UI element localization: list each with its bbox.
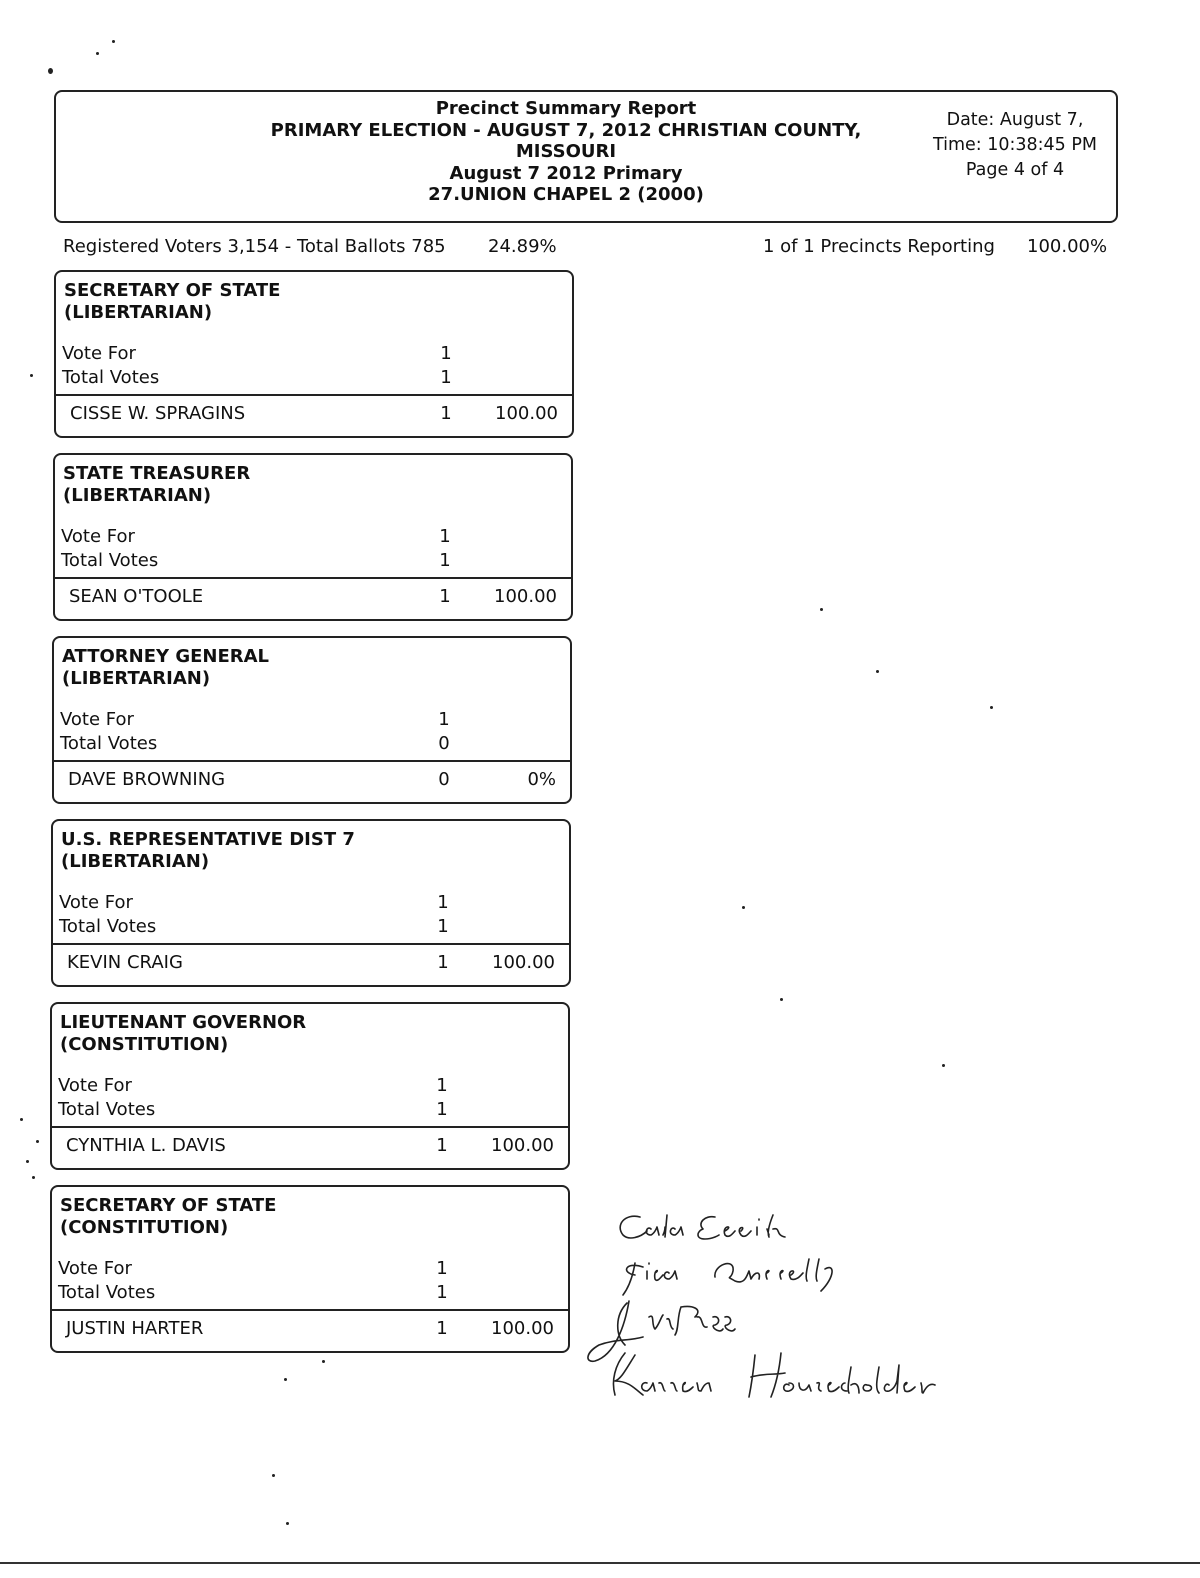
divider (54, 760, 570, 762)
scan-speck (36, 1140, 39, 1143)
divider (52, 1126, 568, 1128)
page-bottom-edge (0, 1562, 1200, 1564)
total-votes-label: Total Votes (58, 1282, 156, 1303)
candidate-row (56, 402, 572, 426)
vote-for-label: Vote For (62, 343, 136, 364)
candidate-percent: 0% (527, 769, 556, 790)
contest-box (52, 636, 572, 804)
scan-speck (820, 608, 823, 611)
total-votes-value: 1 (439, 550, 451, 571)
candidate-percent: 100.00 (491, 1318, 554, 1339)
candidate-row (52, 1317, 568, 1341)
vote-for-row (59, 891, 569, 915)
contest-office: SECRETARY OF STATE (60, 1195, 277, 1216)
vote-for-label: Vote For (58, 1258, 132, 1279)
vote-for-value: 1 (440, 343, 452, 364)
scan-speck (48, 68, 53, 74)
report-header (54, 90, 1118, 223)
total-votes-label: Total Votes (61, 550, 159, 571)
total-votes-value: 1 (440, 367, 452, 388)
contest-title (60, 1195, 276, 1239)
vote-for-row (60, 708, 570, 732)
contest-title (61, 829, 355, 873)
contest-title (64, 280, 280, 324)
vote-for-label: Vote For (61, 526, 135, 547)
contest-office: SECRETARY OF STATE (64, 280, 281, 301)
candidate-row (54, 768, 570, 792)
contest-office: STATE TREASURER (63, 463, 251, 484)
candidate-name: KEVIN CRAIG (67, 952, 183, 973)
candidate-percent: 100.00 (494, 586, 557, 607)
divider (53, 943, 569, 945)
scan-speck (26, 1160, 29, 1163)
candidate-name: SEAN O'TOOLE (69, 586, 204, 607)
page-number: Page 4 of 4 (965, 160, 1065, 180)
total-votes-value: 1 (436, 1099, 448, 1120)
turnout-percent: 24.89% (488, 236, 557, 257)
precinct-name: 27.UNION CHAPEL 2 (2000) (428, 184, 704, 205)
handwritten-signatures (585, 1205, 985, 1405)
candidate-name: CISSE W. SPRAGINS (70, 403, 246, 424)
contest-party: (LIBERTARIAN) (64, 302, 213, 323)
scan-speck (112, 40, 115, 43)
contest-box (51, 819, 571, 987)
scan-speck (96, 52, 99, 55)
candidate-votes: 1 (439, 586, 451, 607)
contest-box (50, 1185, 570, 1353)
vote-for-value: 1 (437, 892, 449, 913)
vote-for-value: 1 (436, 1075, 448, 1096)
election-name-line2: MISSOURI (515, 141, 617, 162)
divider (52, 1309, 568, 1311)
total-votes-label: Total Votes (62, 367, 160, 388)
scan-speck (284, 1378, 287, 1381)
vote-for-value: 1 (438, 709, 450, 730)
total-votes-row (58, 1098, 568, 1122)
contest-party: (CONSTITUTION) (60, 1217, 229, 1238)
total-votes-value: 1 (436, 1282, 448, 1303)
vote-for-label: Vote For (60, 709, 134, 730)
candidate-percent: 100.00 (492, 952, 555, 973)
total-votes-label: Total Votes (59, 916, 157, 937)
scan-speck (30, 374, 33, 377)
candidate-votes: 1 (440, 403, 452, 424)
candidate-percent: 100.00 (495, 403, 558, 424)
candidate-votes: 1 (436, 1318, 448, 1339)
total-votes-row (61, 549, 571, 573)
candidate-name: JUSTIN HARTER (66, 1318, 204, 1339)
vote-for-label: Vote For (59, 892, 133, 913)
contest-party: (LIBERTARIAN) (61, 851, 210, 872)
scan-speck (990, 706, 993, 709)
scan-speck (322, 1360, 325, 1363)
scan-speck (20, 1118, 23, 1121)
contest-box (53, 453, 573, 621)
total-votes-label: Total Votes (60, 733, 158, 754)
election-name-line1: PRIMARY ELECTION - AUGUST 7, 2012 CHRISTIAN COUNTY, (270, 119, 862, 141)
candidate-percent: 100.00 (491, 1135, 554, 1156)
precincts-reporting: 1 of 1 Precincts Reporting (763, 236, 995, 257)
scan-speck (876, 670, 879, 673)
total-votes-row (62, 366, 572, 390)
contest-box (54, 270, 574, 438)
candidate-votes: 1 (437, 952, 449, 973)
contest-box (50, 1002, 570, 1170)
total-votes-label: Total Votes (58, 1099, 156, 1120)
total-votes-row (58, 1281, 568, 1305)
total-votes-row (60, 732, 570, 756)
candidate-row (55, 585, 571, 609)
scan-speck (742, 906, 745, 909)
vote-for-label: Vote For (58, 1075, 132, 1096)
contest-title (63, 463, 250, 507)
scan-speck (286, 1522, 289, 1525)
scan-speck (780, 998, 783, 1001)
report-time: Time: 10:38:45 PM (932, 135, 1098, 155)
report-title: Precinct Summary Report (435, 98, 697, 119)
vote-for-row (58, 1257, 568, 1281)
contest-party: (CONSTITUTION) (60, 1034, 229, 1055)
contest-party: (LIBERTARIAN) (62, 668, 211, 689)
total-votes-value: 0 (438, 733, 450, 754)
scan-speck (272, 1474, 275, 1477)
contest-office: ATTORNEY GENERAL (62, 646, 270, 667)
candidate-votes: 1 (436, 1135, 448, 1156)
candidate-name: DAVE BROWNING (68, 769, 226, 790)
candidate-row (52, 1134, 568, 1158)
report-title-block (256, 98, 876, 206)
report-meta (920, 108, 1110, 183)
vote-for-value: 1 (436, 1258, 448, 1279)
total-votes-row (59, 915, 569, 939)
election-subtitle: August 7 2012 Primary (449, 162, 683, 184)
precincts-reporting-percent: 100.00% (1027, 236, 1108, 257)
registered-voters-total-ballots: Registered Voters 3,154 - Total Ballots 785 (63, 236, 446, 257)
candidate-votes: 0 (438, 769, 450, 790)
contest-title (60, 1012, 306, 1056)
vote-for-row (58, 1074, 568, 1098)
total-votes-value: 1 (437, 916, 449, 937)
divider (55, 577, 571, 579)
scan-speck (32, 1176, 35, 1179)
contest-party: (LIBERTARIAN) (63, 485, 212, 506)
divider (56, 394, 572, 396)
contest-office: U.S. REPRESENTATIVE DIST 7 (61, 829, 355, 850)
report-date: Date: August 7, (946, 110, 1084, 130)
contest-office: LIEUTENANT GOVERNOR (60, 1012, 307, 1033)
scan-speck (942, 1064, 945, 1067)
vote-for-row (62, 342, 572, 366)
candidate-row (53, 951, 569, 975)
vote-for-value: 1 (439, 526, 451, 547)
vote-for-row (61, 525, 571, 549)
candidate-name: CYNTHIA L. DAVIS (66, 1135, 226, 1156)
contest-title (62, 646, 269, 690)
